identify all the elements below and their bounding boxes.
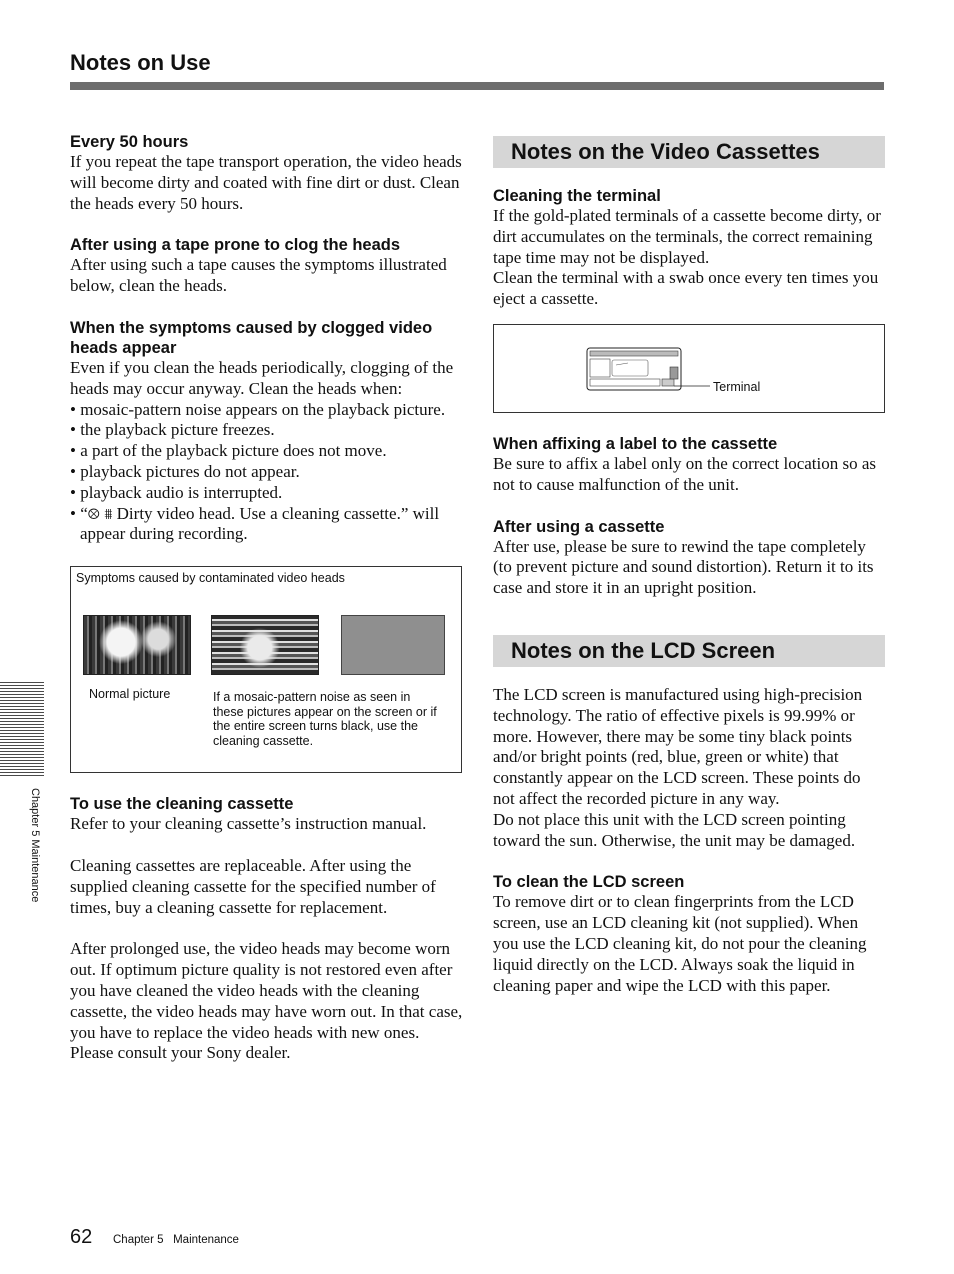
side-chapter-label: Chapter 5 Maintenance xyxy=(29,788,41,903)
after-use-text: After use, please be sure to rewind the tape completely (to prevent picture and sound distortion). Return it to its case and store it in an upright position. xyxy=(493,536,874,598)
normal-picture-image xyxy=(83,615,191,675)
chapter-tab xyxy=(0,682,44,776)
warning-text: Dirty video head. Use a cleaning cassette.” will appear during recording. xyxy=(80,503,440,544)
cleaning-text-2: Cleaning cassettes are replaceable. After using the supplied cleaning cassette for the specified number of times, buy a cleaning cassette for replacement. xyxy=(70,855,436,917)
after-use-heading: After using a cassette xyxy=(493,517,665,536)
every-50-hours-text: If you repeat the tape transport operation, the video heads will become dirty and coated with fine dirt or dust. Clean the heads every 50 hours. xyxy=(70,152,462,213)
page-title: Notes on Use xyxy=(70,50,211,75)
cleaning-text-1: Refer to your cleaning cassette’s instruction manual. xyxy=(70,814,427,834)
label-heading: When affixing a label to the cassette xyxy=(493,434,778,453)
open-quote: “ xyxy=(80,503,88,523)
clean-lcd-text: To remove dirt or to clean fingerprints from the LCD screen, use an LCD cleaning kit (not supplied). When you use the LCD cleaning kit, do not pour the cleaning liquid directly on the LCD. Always soak the liquid in cleaning paper and wipe the LCD with this paper. xyxy=(493,892,867,995)
list-item: • mosaic-pattern noise appears on the playback picture. xyxy=(70,400,464,421)
symptoms-list xyxy=(70,400,464,546)
mosaic-noise-image xyxy=(211,615,319,675)
every-50-hours-heading: Every 50 hours xyxy=(70,133,189,151)
terminal-text-2: Clean the terminal with a swab once every ten times you eject a cassette. xyxy=(493,268,879,309)
list-item: • playback pictures do not appear. xyxy=(70,462,464,483)
right-column xyxy=(493,136,885,996)
list-item: • playback audio is interrupted. xyxy=(70,483,464,504)
header-rule xyxy=(70,82,884,90)
symptoms-figure xyxy=(70,566,462,773)
black-screen-image xyxy=(341,615,445,675)
cassette-icon xyxy=(584,345,714,395)
list-item: • a part of the playback picture does not move. xyxy=(70,441,464,462)
warning-list-item xyxy=(70,504,464,546)
cleaning-cassette-heading: To use the cleaning cassette xyxy=(70,795,294,814)
clean-lcd-heading: To clean the LCD screen xyxy=(493,873,685,892)
symptoms-text: Even if you clean the heads periodically, clogging of the heads may occur anyway. Clean the heads when: xyxy=(70,357,454,398)
terminal-label: Terminal xyxy=(713,379,761,394)
cassette-figure xyxy=(493,324,885,413)
cleaning-text-3: After prolonged use, the video heads may become worn out. If optimum picture quality is not restored even after you have cleaned the video heads with the cleaning cassette, the video heads may have worn out. In that case, you have to replace the video heads with new ones. Please consult your Sony dealer. xyxy=(70,939,463,1063)
left-column xyxy=(70,132,464,1064)
lcd-section-title: Notes on the LCD Screen xyxy=(493,635,885,667)
cassettes-section-title: Notes on the Video Cassettes xyxy=(493,136,885,168)
label-text: Be sure to affix a label only on the correct location so as not to cause malfunction of the unit. xyxy=(493,453,877,494)
head-warning-icon: ⮾ ⩩ xyxy=(87,504,113,523)
lcd-text-2: Do not place this unit with the LCD screen pointing toward the sun. Otherwise, the unit may be damaged. xyxy=(493,809,856,850)
clog-text: After using such a tape causes the symptoms illustrated below, clean the heads. xyxy=(70,255,447,296)
figure-caption: Symptoms caused by contaminated video heads xyxy=(76,571,345,586)
list-item: • the playback picture freezes. xyxy=(70,420,464,441)
terminal-heading: Cleaning the terminal xyxy=(493,187,661,205)
clog-heading: After using a tape prone to clog the heads xyxy=(70,236,401,255)
terminal-text-1: If the gold-plated terminals of a cassette become dirty, or dirt accumulates on the terminals, the correct remaining tape time may not be displayed. xyxy=(493,206,881,267)
symptoms-heading: When the symptoms caused by clogged video heads appear xyxy=(70,318,433,357)
page-number: 62 xyxy=(70,1226,93,1248)
lcd-text-1: The LCD screen is manufactured using high-precision technology. The ratio of effective pixels is 99.99% or more. However, there may be some tiny black points and/or bright points (red, blue, green or white) that constantly appear on the LCD screen. These points do not affect the recorded picture in any way. xyxy=(493,684,863,808)
normal-picture-label: Normal picture xyxy=(89,687,171,702)
figure-note: If a mosaic-pattern noise as seen in these pictures appear on the screen or if the entire screen turns black, use the cleaning cassette. xyxy=(213,690,437,748)
footer-chapter: Chapter 5 Maintenance xyxy=(113,1234,239,1246)
